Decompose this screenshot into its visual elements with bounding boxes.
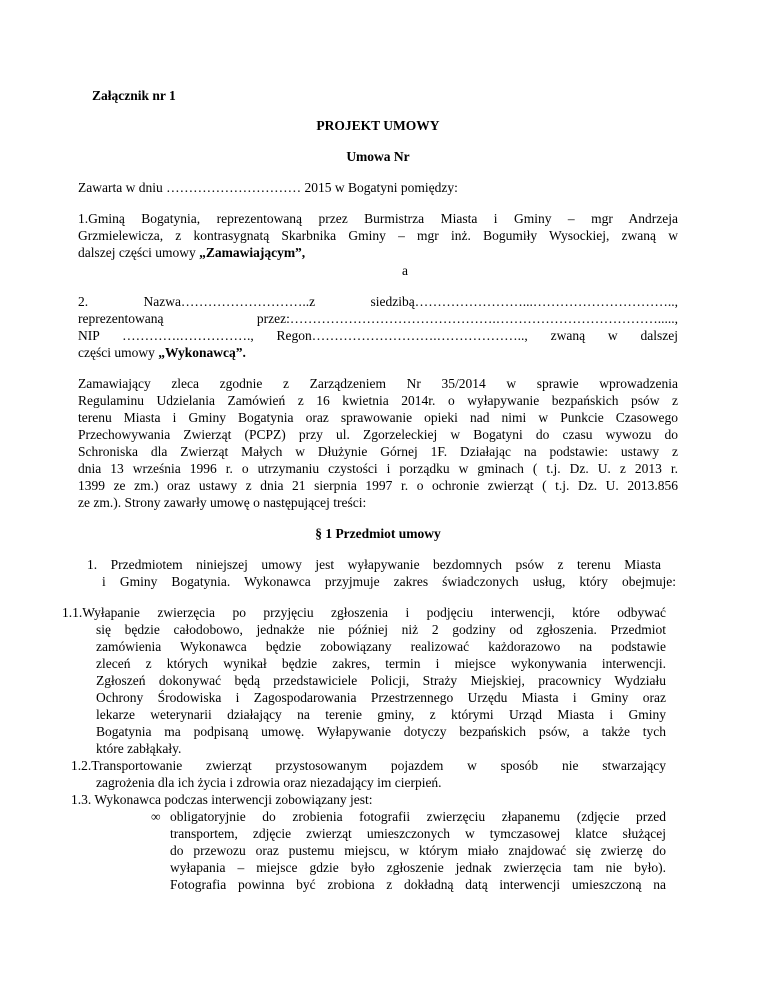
- point-1-1-line: się będzie całodobowo, jednakże nie później niż 2 godziny od zgłoszenia. Przedmiot: [96, 622, 666, 637]
- intro-line: Regulaminu Udzielania Zamówień z 16 kwietnia 2014r. o wyłapywanie bezpańskich psów z: [78, 393, 678, 408]
- intro-line: terenu Miasta i Gminy Bogatynia oraz sprawowanie opieki nad nimi w Punkcie Czasowego: [78, 410, 678, 425]
- point-1-1-line: Ochrony Środowiska i Zagospodarowania Przestrzennego Urzędu Miasta i Gminy oraz: [96, 690, 666, 705]
- party-2-line: reprezentowaną przez:……………………………………….……………………………….....,: [78, 311, 678, 326]
- party-1-line: [78, 245, 305, 261]
- point-1-1-line: Bogatynia ma podpisaną umowę. Wyłapywanie dotyczy bezpańskich psów, a także tych: [96, 724, 666, 739]
- intro-line: Schroniska dla Zwierząt Małych w Dłużynie Górnej 1F. Działając na podstawie: ustawy z: [78, 444, 678, 459]
- conjunction-and: a: [402, 263, 408, 278]
- intro-line: dnia 13 września 1996 r. o utrzymaniu czystości i porządku w gminach ( t.j. Dz. U. z 2013 r.: [78, 461, 678, 476]
- party-1-line: Grzmielewicza, z kontrasygnatą Skarbnika Gminy – mgr inż. Bogumiły Wysockiej, zwaną w: [78, 228, 678, 243]
- party-2-line: [78, 345, 246, 361]
- party-2-role: „Wykonawcą”.: [158, 345, 246, 360]
- point-1-1-line: lekarze weterynarii działający na terenie gminy, z którymi Urząd Miasta i Gminy: [96, 707, 666, 722]
- point-1-1-line: 1.1.Wyłapanie zwierzęcia po przyjęciu zgłoszenia i podjęciu interwencji, które odbywać: [62, 605, 666, 620]
- point-1-line: 1. Przedmiotem niniejszej umowy jest wyłapywanie bezdomnych psów z terenu Miasta: [87, 557, 661, 572]
- point-1-2-line: 1.2.Transportowanie zwierząt przystosowanym pojazdem w sposób nie stwarzający: [71, 758, 666, 773]
- bullet-line: wyłapania – miejsce gdzie było zgłoszenie jednak zwierzęcia tam nie było).: [170, 860, 666, 875]
- party-1-line: 1.Gminą Bogatynia, reprezentowaną przez Burmistrza Miasta i Gminy – mgr Andrzeja: [78, 211, 678, 226]
- point-1-1-line: zamówienia Wykonawca będzie zobowiązany realizować każdorazowo na podstawie: [96, 639, 666, 654]
- bullet-line: obligatoryjnie do zrobienia fotografii zwierzęciu złapanemu (zdjęcie przed: [170, 809, 666, 824]
- party-2-line: 2. Nazwa………………………..z siedzibą……………………...…………………………..,: [78, 294, 678, 309]
- document-title: PROJEKT UMOWY: [316, 118, 440, 133]
- intro-line: Zamawiający zleca zgodnie z Zarządzeniem Nr 35/2014 w sprawie wprowadzenia: [78, 376, 678, 391]
- point-1-line: i Gminy Bogatynia. Wykonawca przyjmuje zakres świadczonych usług, który obejmuje:: [102, 574, 676, 589]
- party-1-text: dalszej części umowy: [78, 245, 200, 260]
- section-1-heading: § 1 Przedmiot umowy: [315, 526, 441, 541]
- contract-number: Umowa Nr: [346, 149, 410, 164]
- point-1-3-heading: 1.3. Wykonawca podczas interwencji zobowiązany jest:: [71, 792, 373, 807]
- concluded-line: Zawarta w dniu ………………………… 2015 w Bogatyni pomiędzy:: [78, 180, 458, 195]
- point-1-2-line: zagrożenia dla ich życia i zdrowia oraz niezadający im cierpień.: [96, 775, 442, 790]
- point-1-1-line: zleceń z których wynikał będzie zakres, termin i miejsce wykonywania interwencji.: [96, 656, 666, 671]
- infinity-bullet-icon: ∞: [151, 809, 161, 824]
- intro-line: ze zm.). Strony zawarły umowę o następującej treści:: [78, 495, 367, 510]
- point-1-1-line: które zabłąkały.: [96, 741, 182, 756]
- bullet-line: transportem, zdjęcie zwierząt umieszczonych w tymczasowej klatce służącej: [170, 826, 666, 841]
- party-2-text: części umowy: [78, 345, 159, 360]
- intro-line: Przechowywania Zwierząt (PCPZ) przy ul. Zgorzeleckiej w Bogatyni do czasu wywozu do: [78, 427, 678, 442]
- attachment-label: Załącznik nr 1: [92, 88, 176, 103]
- intro-line: 1399 ze zm.) oraz ustawy z dnia 21 sierpnia 1997 r. o ochronie zwierząt ( t.j. Dz. U. 2013.856: [78, 478, 678, 493]
- point-1-1-line: Zgłoszeń dokonywać będą przedstawiciele Policji, Straży Miejskiej, pracownicy Wydziału: [96, 673, 666, 688]
- party-2-line: NIP ………….……………., Regon……………………….……………….., zwaną w dalszej: [78, 328, 678, 343]
- bullet-line: Fotografia powinna być zrobiona z dokładną datą interwencji umieszczoną na: [170, 877, 666, 892]
- bullet-line: do przewozu oraz pustemu miejscu, w którym miało znajdować się zwierzę do: [170, 843, 666, 858]
- party-1-role: „Zamawiającym”,: [199, 245, 306, 260]
